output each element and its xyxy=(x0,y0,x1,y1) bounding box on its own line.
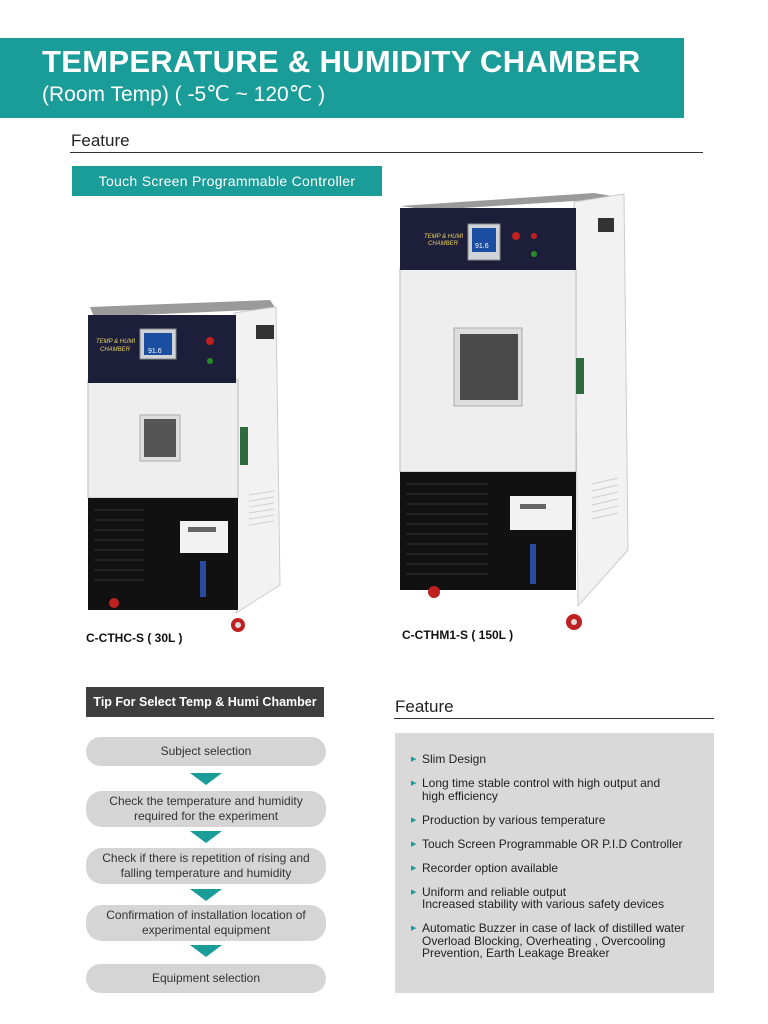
feature-item: ▶ Recorder option available xyxy=(411,860,559,875)
feature-list xyxy=(411,753,706,971)
feature-item: ▶ Production by various temperature xyxy=(411,812,606,827)
svg-text:CHAMBER: CHAMBER xyxy=(428,241,459,247)
flow-step-1: Subject selection xyxy=(86,737,326,766)
chamber-30l-image xyxy=(84,295,284,635)
flow-arrow-icon xyxy=(190,831,222,843)
feature-heading-bottom: Feature xyxy=(395,697,454,716)
chamber-150l-image xyxy=(396,188,632,636)
flow-step-4: Confirmation of installation location of experimental equipment xyxy=(86,905,326,941)
flow-step-3: Check if there is repetition of rising and falling temperature and humidity xyxy=(86,848,326,884)
flow-step-2: Check the temperature and humidity required for the experiment xyxy=(86,791,326,827)
triangle-bullet-icon: ▶ xyxy=(411,925,417,932)
feature-rule-bottom xyxy=(394,718,714,719)
flow-arrow-icon xyxy=(190,773,222,785)
svg-text:91.6: 91.6 xyxy=(475,243,489,250)
tip-title: Tip For Select Temp & Humi Chamber xyxy=(86,687,324,717)
triangle-bullet-icon: ▶ xyxy=(411,816,417,824)
triangle-bullet-icon: ▶ xyxy=(411,864,417,872)
page-subtitle: (Room Temp) ( -5℃ ~ 120℃ ) xyxy=(42,83,326,106)
triangle-bullet-icon: ▶ xyxy=(411,888,417,896)
feature-list-box xyxy=(395,733,714,993)
feature-item: ▶ Automatic Buzzer in case of lack of distilled water Overload Blocking, Overheating , Overcooling Prevention, Earth Leakage Breaker xyxy=(411,921,685,960)
triangle-bullet-icon: ▶ xyxy=(411,756,417,763)
flow-arrow-icon xyxy=(190,889,222,901)
feature-rule-top xyxy=(70,152,703,153)
flow-step-5: Equipment selection xyxy=(86,964,326,993)
feature-item: ▶ Uniform and reliable output Increased stability with various safety devices xyxy=(411,884,665,911)
feature-item: ▶ Long time stable control with high output and high efficiency xyxy=(411,776,661,803)
svg-text:91.6: 91.6 xyxy=(148,348,162,355)
page-title: TEMPERATURE & HUMIDITY CHAMBER xyxy=(42,44,641,79)
model-label-30l: C-CTHC-S ( 30L ) xyxy=(86,631,183,645)
triangle-bullet-icon: ▶ xyxy=(411,780,417,787)
svg-text:TEMP & HUMI: TEMP & HUMI xyxy=(96,339,136,345)
feature-item: ▶ Slim Design xyxy=(411,752,487,766)
controller-tag: Touch Screen Programmable Controller xyxy=(72,166,382,196)
flow-arrow-icon xyxy=(190,945,222,957)
svg-text:TEMP & HUMI: TEMP & HUMI xyxy=(424,234,464,240)
model-label-150l: C-CTHM1-S ( 150L ) xyxy=(402,628,514,642)
feature-heading-top: Feature xyxy=(71,131,130,150)
triangle-bullet-icon: ▶ xyxy=(411,840,417,848)
title-banner xyxy=(0,38,684,118)
svg-text:CHAMBER: CHAMBER xyxy=(100,347,131,353)
feature-item: ▶ Touch Screen Programmable OR P.I.D Controller xyxy=(411,836,683,851)
